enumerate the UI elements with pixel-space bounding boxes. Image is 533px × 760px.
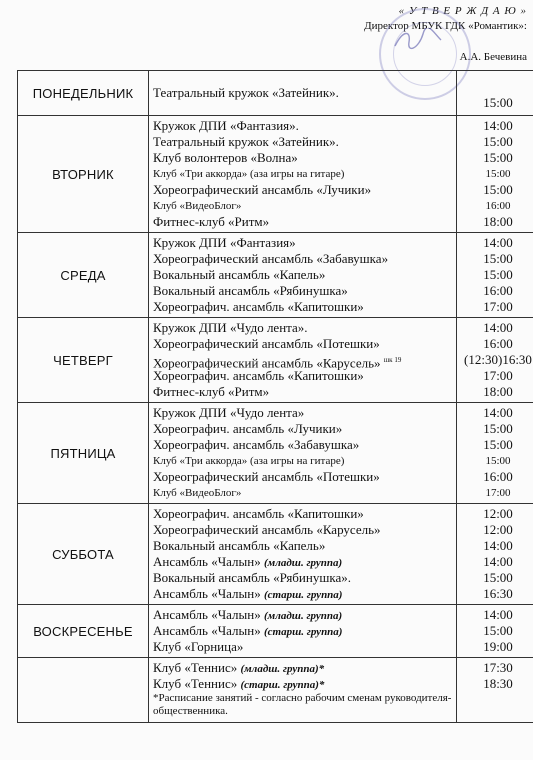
- activity-name: Клуб «Три аккорда» (аза игры на гитаре): [153, 455, 345, 467]
- director-position: Директор МБУК ГДК «Романтик»:: [364, 20, 527, 32]
- activity-line: [153, 267, 456, 283]
- day-row: [18, 318, 533, 403]
- day-name: ПОНЕДЕЛЬНИК: [18, 71, 149, 116]
- activity-time: 12:00: [483, 522, 513, 537]
- activity-name: Хореографический ансамбль «Карусель»: [153, 522, 381, 537]
- times-cell: [457, 658, 533, 723]
- activity-line: [153, 320, 456, 336]
- activity-line: [153, 623, 456, 639]
- activity-name: Клуб «Три аккорда» (аза игры на гитаре): [153, 168, 345, 180]
- activity-name: Вокальный ансамбль «Рябинушка»: [153, 283, 348, 298]
- activity-time: 15:00: [483, 150, 513, 165]
- activity-name: Вокальный ансамбль «Рябинушка».: [153, 570, 351, 585]
- day-name: ВТОРНИК: [18, 116, 149, 233]
- activities-cell: [149, 504, 457, 605]
- activity-line: [153, 437, 456, 453]
- activity-name: Хореографический ансамбль «Потешки»: [153, 469, 380, 484]
- group-label: (младш. группа)*: [240, 663, 325, 675]
- activity-time: 15:00: [483, 267, 513, 282]
- activity-name: Клуб «Горница»: [153, 639, 244, 654]
- activity-line: [153, 182, 456, 198]
- activity-time: 16:30: [483, 586, 513, 601]
- activity-line: [153, 522, 456, 538]
- activity-name: Фитнес-клуб «Ритм»: [153, 384, 270, 399]
- activity-line: [153, 676, 456, 692]
- activity-name: Кружок ДПИ «Фантазия»: [153, 235, 296, 250]
- activity-time: 15:00: [483, 251, 513, 266]
- activity-name: Хореографич. ансамбль «Капитошки»: [153, 368, 364, 383]
- activity-line: [153, 283, 456, 299]
- activity-name: Ансамбль «Чалын»: [153, 586, 261, 601]
- activity-name: Хореографический ансамбль «Лучики»: [153, 182, 372, 197]
- activity-name: Клуб «Теннис»: [153, 660, 238, 675]
- activity-line: [153, 405, 456, 421]
- activity-time: 16:00: [483, 336, 513, 351]
- activity-time: 12:00: [483, 506, 513, 521]
- activities-cell: [149, 605, 457, 658]
- times-cell: [457, 318, 533, 403]
- activity-name: Клуб «ВидеоБлог»: [153, 200, 242, 212]
- day-row: [18, 403, 533, 504]
- day-name: СУББОТА: [18, 504, 149, 605]
- activity-line: [153, 150, 456, 166]
- day-row: [18, 658, 533, 723]
- activity-name: Клуб «Теннис»: [153, 676, 238, 691]
- activity-line: [153, 198, 456, 214]
- day-name: [18, 658, 149, 723]
- activity-name: Кружок ДПИ «Чудо лента».: [153, 320, 308, 335]
- activity-name: Хореографич. ансамбль «Капитошки»: [153, 299, 364, 314]
- activities-cell: [149, 318, 457, 403]
- schedule-body: [18, 71, 533, 723]
- activity-time: 16:00: [483, 283, 513, 298]
- activity-time: 15:00: [483, 437, 513, 452]
- activity-time: 18:00: [483, 214, 513, 229]
- group-label: (старш. группа): [264, 626, 343, 638]
- schedule-table: [17, 70, 533, 723]
- activity-name: Клуб волонтеров «Волна»: [153, 150, 298, 165]
- activity-line: [153, 485, 456, 501]
- group-label: (младш. группа): [264, 610, 343, 622]
- activity-time: 18:00: [483, 384, 513, 399]
- times-cell: [457, 233, 533, 318]
- activity-time: 15:00: [483, 134, 513, 149]
- activity-name: Хореографич. ансамбль «Лучики»: [153, 421, 343, 436]
- activity-name: Ансамбль «Чалын»: [153, 623, 261, 638]
- activity-time: 17:00: [485, 487, 511, 499]
- activity-name: Кружок ДПИ «Фантазия».: [153, 118, 299, 133]
- activity-name: Фитнес-клуб «Ритм»: [153, 214, 270, 229]
- schedule-footnote: *Расписание занятий - согласно рабочим сменам руководителя-общественника.: [153, 692, 452, 717]
- activities-cell: [149, 116, 457, 233]
- activity-line: [153, 214, 456, 230]
- day-name: ЧЕТВЕРГ: [18, 318, 149, 403]
- activity-time: 19:00: [483, 639, 513, 654]
- activity-name: Хореографич. ансамбль «Забавушка»: [153, 437, 360, 452]
- activity-time: 14:00: [483, 538, 513, 553]
- activity-line: [153, 299, 456, 315]
- activity-time: 15:00: [483, 95, 513, 110]
- activity-time: 17:00: [483, 299, 513, 314]
- activity-line: [153, 85, 456, 101]
- activity-line: [153, 421, 456, 437]
- activity-time: 15:00: [485, 168, 511, 180]
- activity-line: [153, 586, 456, 602]
- activity-name: Хореографический ансамбль «Потешки»: [153, 336, 380, 351]
- activity-line: [153, 570, 456, 586]
- activity-time: 15:00: [483, 623, 513, 638]
- location-tag: шк 19: [383, 356, 402, 364]
- activity-line: [153, 538, 456, 554]
- approval-title: « У Т В Е Р Ж Д А Ю »: [398, 5, 527, 17]
- activity-time: 16:00: [485, 200, 511, 212]
- day-row: [18, 233, 533, 318]
- activity-name: Ансамбль «Чалын»: [153, 607, 261, 622]
- activity-time: 14:00: [483, 320, 513, 335]
- activity-name: Театральный кружок «Затейник».: [153, 85, 339, 100]
- activity-time: 15:00: [485, 455, 511, 467]
- activity-time: 14:00: [483, 607, 513, 622]
- activity-line: [153, 251, 456, 267]
- activity-line: [153, 554, 456, 570]
- activity-line: [153, 235, 456, 251]
- activities-cell: [149, 403, 457, 504]
- day-name: ПЯТНИЦА: [18, 403, 149, 504]
- times-cell: [457, 403, 533, 504]
- times-cell: [457, 116, 533, 233]
- day-row: [18, 504, 533, 605]
- activity-time: 14:00: [483, 554, 513, 569]
- group-label: (старш. группа)*: [240, 679, 325, 691]
- day-row: [18, 71, 533, 116]
- activity-line: [153, 118, 456, 134]
- activity-name: Хореографич. ансамбль «Капитошки»: [153, 506, 364, 521]
- activity-time: 14:00: [483, 235, 513, 250]
- activity-name: Кружок ДПИ «Чудо лента»: [153, 405, 305, 420]
- activity-time: (12:30)16:30: [464, 352, 532, 367]
- activity-name: Вокальный ансамбль «Капель»: [153, 267, 326, 282]
- signature-mark: [393, 28, 443, 52]
- times-cell: [457, 504, 533, 605]
- activity-time: 14:00: [483, 405, 513, 420]
- activity-time: 17:00: [483, 368, 513, 383]
- activity-name: Клуб «ВидеоБлог»: [153, 487, 242, 499]
- activities-cell: [149, 658, 457, 723]
- activity-line: [153, 453, 456, 469]
- activity-line: [153, 352, 456, 371]
- activity-line: [153, 660, 456, 676]
- activity-time: 15:00: [483, 570, 513, 585]
- day-row: [18, 116, 533, 233]
- activity-line: [153, 368, 456, 384]
- activity-time: 18:30: [483, 676, 513, 691]
- activity-line: [153, 134, 456, 150]
- day-name: ВОСКРЕСЕНЬЕ: [18, 605, 149, 658]
- activity-line: [153, 607, 456, 623]
- activity-name: Ансамбль «Чалын»: [153, 554, 261, 569]
- activity-line: [153, 639, 456, 655]
- activity-name: Хореографический ансамбль «Забавушка»: [153, 251, 389, 266]
- activity-time: 15:00: [483, 421, 513, 436]
- activity-name: Театральный кружок «Затейник».: [153, 134, 339, 149]
- activity-line: [153, 166, 456, 182]
- activity-line: [153, 506, 456, 522]
- activities-cell: [149, 71, 457, 116]
- times-cell: [457, 71, 533, 116]
- group-label: (старш. группа): [264, 589, 343, 601]
- activities-cell: [149, 233, 457, 318]
- activity-time: 14:00: [483, 118, 513, 133]
- activity-time: 17:30: [483, 660, 513, 675]
- activity-line: [153, 469, 456, 485]
- activity-time: 16:00: [483, 469, 513, 484]
- activity-name: Хореографический ансамбль «Карусель»: [153, 355, 381, 371]
- activity-time: 15:00: [483, 182, 513, 197]
- day-name: СРЕДА: [18, 233, 149, 318]
- signer-name: А.А. Бечевина: [459, 51, 527, 63]
- activity-line: [153, 336, 456, 352]
- activity-name: Вокальный ансамбль «Капель»: [153, 538, 326, 553]
- day-row: [18, 605, 533, 658]
- group-label: (младш. группа): [264, 557, 343, 569]
- activity-line: [153, 384, 456, 400]
- times-cell: [457, 605, 533, 658]
